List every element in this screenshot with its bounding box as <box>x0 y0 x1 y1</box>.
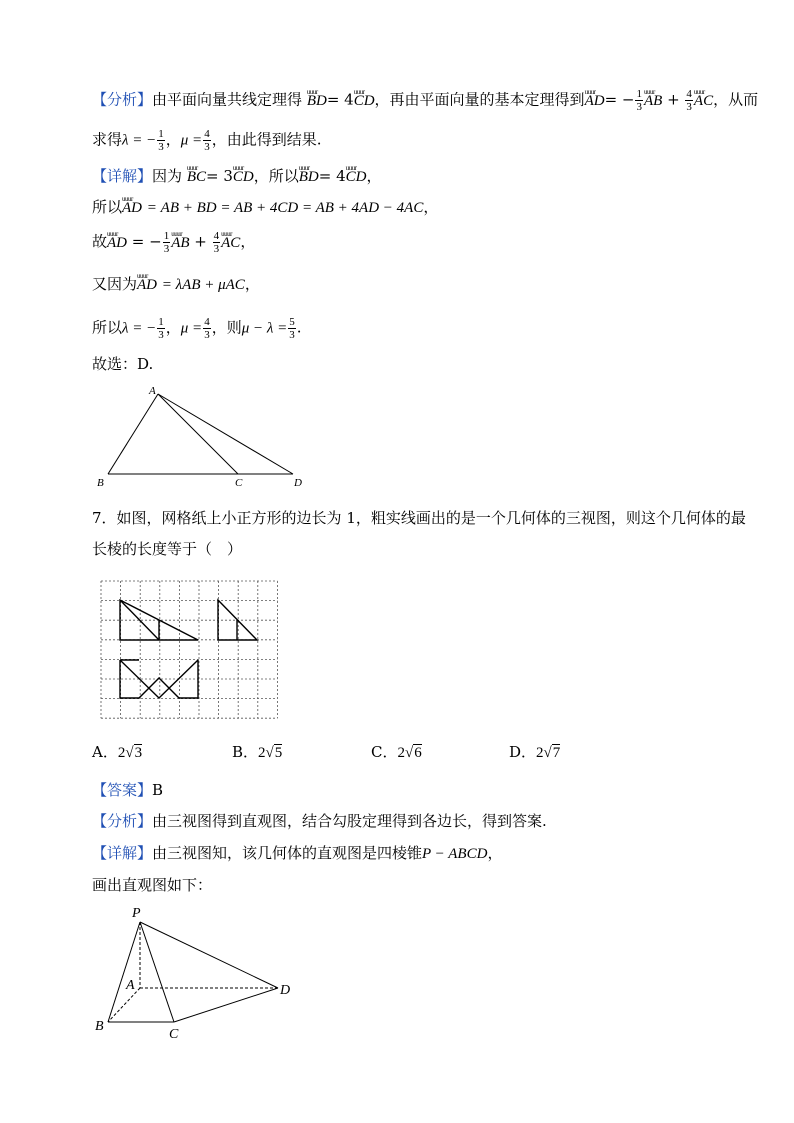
question-7-line-1: 7．如图，网格纸上小正方形的边长为 1，粗实线画出的是一个几何体的三视图，则这个几何体的最 <box>92 509 746 527</box>
option-b[interactable]: B．2√5 <box>232 743 283 761</box>
answer-tag: 【答案】 <box>92 781 153 799</box>
analysis-line-1: 【分析】由平面向量共线定理得 uuur BD= 4uuur CD，再由平面向量的基本定理得到uuur AD= − $\frac{1}{3}$ uuur AB + $\frac{4}{3}$ uuur AC，从而 <box>92 88 758 113</box>
question-7-line-2: 长棱的长度等于（ ） <box>92 540 243 558</box>
option-d[interactable]: D．2√7 <box>509 743 561 761</box>
pyr-label-c: C <box>169 1027 179 1042</box>
analysis-line-2: 求得λ = − $\frac{1}{3}$ ，μ = $\frac{4}{3}$ ，由此得到结果. <box>92 128 322 153</box>
detail-line-4: 又因为uuur AD = λAB + μAC， <box>92 274 260 295</box>
pyr-label-d: D <box>280 983 291 998</box>
option-c[interactable]: C．2√6 <box>371 743 422 761</box>
pyr-label-p: P <box>132 906 141 921</box>
choose-line: 故选：D. <box>92 355 154 373</box>
tri-side-ab <box>108 394 158 474</box>
tri-label-d: D <box>294 477 302 489</box>
three-view-grid <box>100 580 280 722</box>
tri-label-a: A <box>149 385 156 397</box>
pyr-label-b: B <box>95 1019 104 1034</box>
tri-label-c: C <box>235 477 243 489</box>
analysis2-line: 【分析】由三视图得到直观图，结合勾股定理得到各边长，得到答案. <box>92 812 547 830</box>
edge-pb <box>108 922 140 1022</box>
detail2-line: 【详解】由三视图知，该几何体的直观图是四棱锥P − ABCD， <box>92 844 503 862</box>
detail-line-1: 【详解】因为 uuur BC= 3uuur CD，所以uuur BD= 4uuur CD， <box>92 166 381 187</box>
edge-ab-hidden <box>108 988 140 1022</box>
option-a[interactable]: A．2√3 <box>92 743 143 761</box>
top-view-diag2 <box>159 660 198 698</box>
detail-tag: 【详解】 <box>92 167 153 185</box>
triangle-figure <box>90 382 320 497</box>
analysis-tag: 【分析】 <box>92 90 153 109</box>
pyr-label-a: A <box>126 978 135 993</box>
pyramid-figure <box>90 900 310 1045</box>
edge-cd <box>174 988 278 1022</box>
detail-line-3: 故uuur AD = − $\frac{1}{3}$ uuur AB + $\frac{4}{3}$ uuur AC， <box>92 230 255 255</box>
detail-line-5: 所以λ = − $\frac{1}{3}$ ，μ = $\frac{4}{3}$ ，则μ − λ = $\frac{5}{3}$ . <box>92 316 302 341</box>
answer-line: 【答案】B <box>92 781 164 799</box>
edge-pc <box>140 922 174 1022</box>
detail-line-2: 所以uuur AD = AB + BD = AB + 4CD = AB + 4AD − 4AC， <box>92 197 438 218</box>
edge-pd <box>140 922 278 988</box>
draw-text-line: 画出直观图如下： <box>92 876 213 894</box>
tri-label-b: B <box>97 477 104 489</box>
